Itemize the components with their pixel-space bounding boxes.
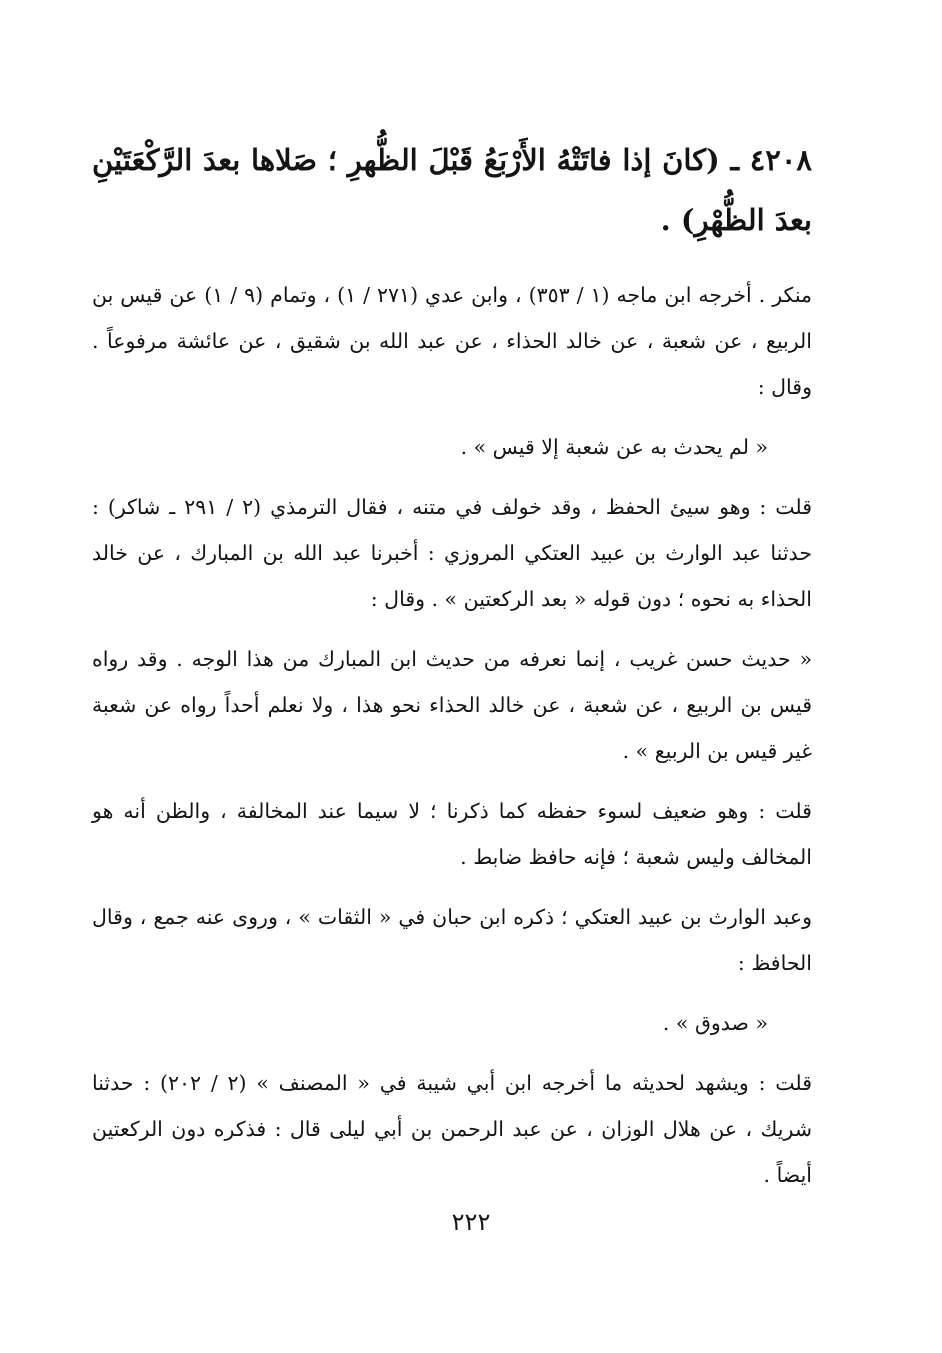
paragraph-shahid: قلت : ويشهد لحديثه ما أخرجه ابن أبي شيبة في « المصنف » (٢ / ٢٠٢) : حدثنا شريك ، عن هلال الوزان ، عن عبد الرحمن بن أبي ليلى قال : فذكره دون الركعتين أيضاً . [92,1071,812,1187]
paragraph-takhrij: منكر . أخرجه ابن ماجه (١ / ٣٥٣) ، وابن عدي (٢٧١ / ١) ، وتمام (٩ / ١) عن قيس بن الربيع ، عن شعبة ، عن خالد الحذاء ، عن عبد الله بن شقيق ، عن عائشة مرفوعاً . وقال : [92,283,813,399]
hadith-heading [92,130,812,250]
paragraph-tirmidhi: قلت : وهو سيئ الحفظ ، وقد خولف في متنه ، فقال الترمذي (٢ / ٢٩١ ـ شاكر) : حدثنا عبد الوارث بن عبيد العتكي المروزي : أخبرنا عبد الله بن المبارك ، عن خالد الحذاء به نحوه ؛ دون قوله « بعد الركعتين » . وقال : [92,495,812,611]
hadith-text: ـ (كانَ إذا فاتَتْهُ الأَرْبَعُ قَبْلَ الظُّهرِ ؛ صَلاها بعدَ الرَّكْعَتَيْنِ بعدَ الظُّهْرِ) . [92,143,812,237]
quote-tirmidhi: « حديث حسن غريب ، إنما نعرفه من حديث ابن المبارك من هذا الوجه . وقد رواه قيس بن الربيع ، عن شعبة ، عن خالد الحذاء نحو هذا ، ولا نعلم أحداً رواه عن شعبة غير قيس بن الربيع » . [92,647,812,763]
page-body [92,130,812,1212]
quote-ibn-adi: « لم يحدث به عن شعبة إلا قيس » . [460,435,768,459]
paragraph-abd-al-warith: وعبد الوارث بن عبيد العتكي ؛ ذكره ابن حبان في « الثقات » ، وروى عنه جمع ، وقال الحافظ : [92,905,812,975]
paragraph-qays-weak: قلت : وهو ضعيف لسوء حفظه كما ذكرنا ؛ لا سيما عند المخالفة ، والظن أنه هو المخالف وليس شعبة ؛ فإنه حافظ ضابط . [92,799,812,869]
quote-hafiz: « صدوق » . [662,1011,768,1035]
hadith-number: ٤٢٠٨ [749,143,812,177]
page-number: ٢٢٢ [451,1208,491,1236]
